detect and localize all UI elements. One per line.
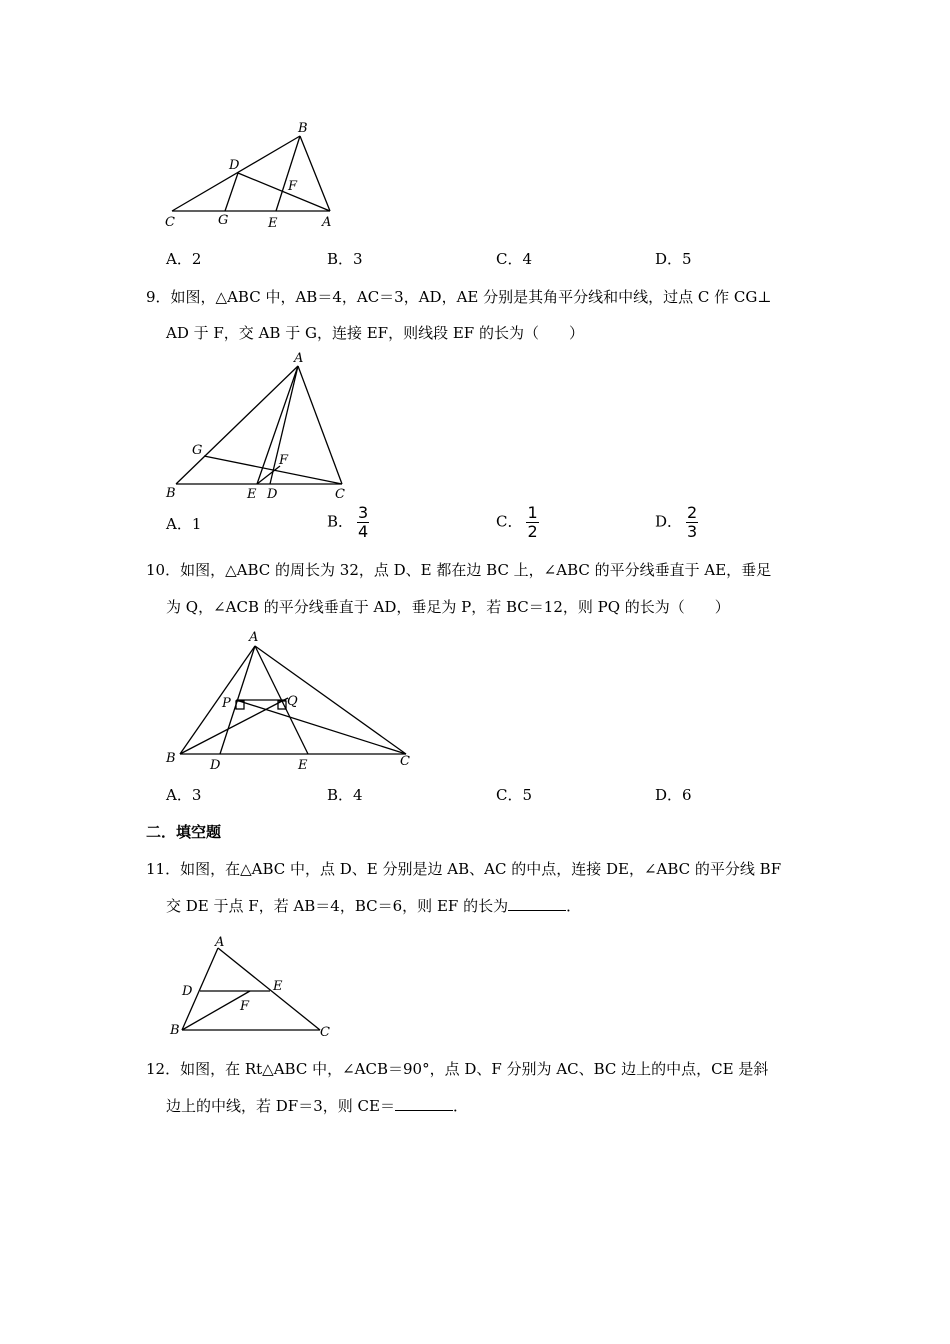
q12-stem-line2-text: 边上的中线，若 DF＝3，则 CE＝: [166, 1097, 395, 1115]
q9-option-d-fraction: $\frac{2}{3}$: [687, 503, 698, 541]
q9-label-G: G: [192, 443, 203, 458]
q8-option-d[interactable]: D．5: [655, 250, 692, 268]
q8-label-E: E: [268, 216, 278, 231]
q9-option-c-prefix: C．: [496, 512, 523, 531]
q10-label-Q: Q: [287, 694, 298, 709]
q10-label-E: E: [298, 758, 308, 773]
q12-stem-line2-end: ．: [452, 1097, 468, 1115]
q9-option-b-fraction: $\frac{3}{4}$: [358, 503, 369, 541]
q11-label-D: D: [182, 984, 193, 999]
q9-label-F: F: [279, 453, 289, 468]
q8-option-a[interactable]: A．2: [166, 250, 202, 268]
q8-label-B: B: [298, 121, 308, 136]
q11-label-E: E: [273, 979, 283, 994]
q10-option-b[interactable]: B．4: [327, 786, 363, 804]
q9-option-b[interactable]: [327, 504, 369, 541]
q11-stem-line2: [166, 896, 581, 916]
q9-label-B: B: [166, 486, 176, 501]
q11-label-B: B: [170, 1023, 180, 1038]
q9-option-d[interactable]: [655, 504, 698, 541]
q9-stem-line2: AD 于 F，交 AB 于 G，连接 EF，则线段 EF 的长为（ ）: [166, 324, 584, 342]
section-title-fill-in: 二．填空题: [146, 823, 222, 841]
q8-label-C: C: [165, 215, 175, 230]
q8-label-F: F: [288, 179, 298, 194]
q8-figure: [160, 118, 350, 233]
q9-stem-line1: 9．如图，△ABC 中，AB＝4，AC＝3，AD，AE 分别是其角平分线和中线，过点 C 作 CG⊥: [146, 288, 772, 306]
q10-option-d[interactable]: D．6: [655, 786, 692, 804]
q12-answer-blank[interactable]: [395, 1096, 453, 1111]
q11-stem-line1: 11．如图，在△ABC 中，点 D、E 分别是边 AB、AC 的中点，连接 DE，∠ABC 的平分线 BF: [146, 860, 782, 878]
q10-label-B: B: [166, 751, 176, 766]
q9-option-b-prefix: B．: [327, 512, 354, 531]
q12-stem-line1: 12．如图，在 Rt△ABC 中，∠ACB＝90°，点 D、F 分别为 AC、BC 边上的中点，CE 是斜: [146, 1060, 769, 1078]
q11-label-A: A: [215, 935, 225, 950]
q10-label-D: D: [210, 758, 221, 773]
q9-label-A: A: [294, 351, 304, 366]
q10-label-A: A: [249, 630, 259, 645]
q11-stem-line2-end: ．: [566, 897, 582, 915]
q12-stem-line2: [166, 1096, 468, 1116]
q10-label-C: C: [400, 754, 410, 769]
q9-label-D: D: [267, 487, 278, 502]
q8-option-b[interactable]: B．3: [327, 250, 363, 268]
q10-stem-line2: 为 Q，∠ACB 的平分线垂直于 AD，垂足为 P，若 BC＝12，则 PQ 的长为（ ）: [166, 598, 730, 616]
q8-label-A: A: [322, 215, 332, 230]
q9-figure: [160, 348, 360, 508]
q8-option-c[interactable]: C．4: [496, 250, 533, 268]
q10-figure: [160, 628, 420, 773]
q11-label-F: F: [240, 999, 250, 1014]
q11-figure: [160, 932, 350, 1042]
q9-option-d-prefix: D．: [655, 512, 683, 531]
q11-answer-blank[interactable]: [508, 896, 566, 911]
q9-option-c-fraction: $\frac{1}{2}$: [527, 503, 538, 541]
q11-stem-line2-text: 交 DE 于点 F，若 AB＝4，BC＝6，则 EF 的长为: [166, 897, 509, 915]
q10-option-a[interactable]: A．3: [166, 786, 202, 804]
q9-label-C: C: [335, 487, 345, 502]
q9-option-c[interactable]: [496, 504, 539, 541]
q9-label-E: E: [247, 487, 257, 502]
q10-option-c[interactable]: C．5: [496, 786, 533, 804]
q8-label-G: G: [218, 213, 229, 228]
q10-label-P: P: [222, 696, 231, 711]
q8-label-D: D: [229, 158, 240, 173]
q9-option-a[interactable]: A．1: [166, 515, 202, 533]
q10-stem-line1: 10．如图，△ABC 的周长为 32，点 D、E 都在边 BC 上，∠ABC 的平分线垂直于 AE，垂足: [146, 561, 772, 579]
q11-label-C: C: [320, 1025, 330, 1040]
